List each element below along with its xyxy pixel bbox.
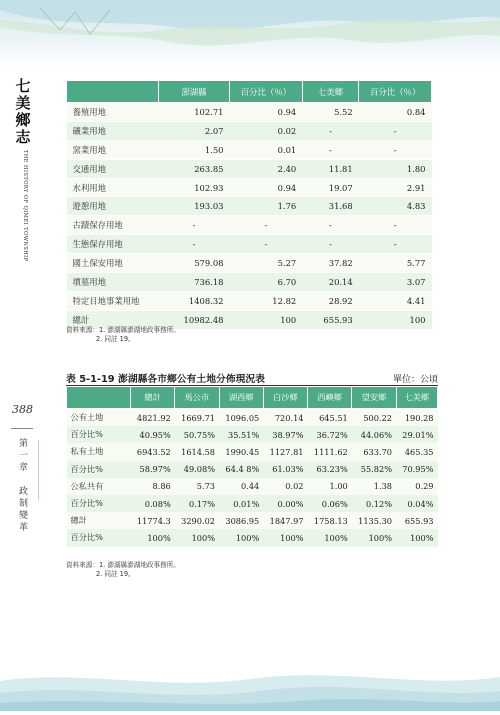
logo-char-3: 鄉 [15, 111, 31, 129]
table-cell: 100 [359, 310, 432, 329]
table-cell: 100% [352, 529, 396, 546]
row-label-cell: 百分比% [67, 529, 131, 546]
source-line: 2. 同註 19。 [96, 570, 135, 578]
table-cell: 1.38 [352, 478, 396, 495]
table-cell: 5.27 [230, 254, 303, 273]
row-label-cell: 國土保安用地 [67, 254, 159, 273]
table-header-cell: 西嶼鄉 [308, 387, 352, 409]
table-cell: 720.14 [263, 409, 307, 427]
source-note-1 [66, 326, 180, 344]
table-cell: 2.40 [230, 159, 303, 178]
table-cell: 100% [263, 529, 307, 546]
row-label-cell: 交通用地 [67, 159, 159, 178]
logo-char-2: 美 [15, 94, 31, 112]
bottom-watercolor-waves [0, 651, 500, 711]
table-cell: 1614.58 [175, 443, 219, 460]
table-cell: 0.00% [263, 495, 307, 512]
table-cell: 1669.71 [175, 409, 219, 427]
table-cell: 20.14 [302, 273, 358, 292]
table-cell: 102.71 [159, 103, 230, 122]
table-cell: - [359, 216, 432, 235]
table-cell: 64.4 8% [219, 461, 263, 478]
top-watercolor-banner [0, 0, 500, 70]
table-cell: 12.82 [230, 291, 303, 310]
table-cell: 44.06% [352, 426, 396, 443]
row-label-cell: 百分比% [67, 461, 131, 478]
table-cell: 36.72% [308, 426, 352, 443]
table-row [67, 254, 432, 273]
table-row [67, 495, 438, 512]
table-cell: 0.02 [263, 478, 307, 495]
table-cell: 8.86 [131, 478, 175, 495]
table-cell: 1135.30 [352, 512, 396, 529]
table-cell: - [159, 216, 230, 235]
table-cell: 0.17% [175, 495, 219, 512]
table-cell: 4.41 [359, 291, 432, 310]
table-title: 表 5-1-19 澎湖縣各市鄉公有土地分佈現況表 [66, 374, 265, 385]
table-header-cell [67, 81, 159, 103]
table-cell: 579.08 [159, 254, 230, 273]
table-cell: 11774.3 [131, 512, 175, 529]
table-header-cell: 七美鄉 [302, 81, 358, 103]
row-label-cell: 窯業用地 [67, 140, 159, 159]
public-land-table [66, 386, 438, 547]
row-label-cell: 養殖用地 [67, 103, 159, 122]
table-cell: 3.07 [359, 273, 432, 292]
table-cell: 5.77 [359, 254, 432, 273]
row-label-cell: 百分比% [67, 495, 131, 512]
table-header-cell [67, 387, 131, 409]
table-cell: 1127.81 [263, 443, 307, 460]
table-cell: 1111.62 [308, 443, 352, 460]
land-use-table-body [67, 103, 432, 330]
table-header-cell: 百分比（％） [230, 81, 303, 103]
table-cell: 0.94 [230, 178, 303, 197]
table-cell: 465.35 [396, 443, 438, 460]
table-cell: 102.93 [159, 178, 230, 197]
table-row [67, 121, 432, 140]
table-cell: 19.07 [302, 178, 358, 197]
table-cell: 58.97% [131, 461, 175, 478]
table-cell: 1.00 [308, 478, 352, 495]
table-cell: 1847.97 [263, 512, 307, 529]
table-cell: - [230, 235, 303, 254]
table-cell: - [359, 235, 432, 254]
land-use-table [66, 80, 432, 330]
table-cell: 263.85 [159, 159, 230, 178]
table-cell: 500.22 [352, 409, 396, 427]
page-number: 388 [12, 403, 33, 416]
table-row [67, 216, 432, 235]
public-land-table-body [67, 409, 438, 547]
table-cell: 0.01 [230, 140, 303, 159]
table-row [67, 512, 438, 529]
table-row [67, 273, 432, 292]
table-cell: 6.70 [230, 273, 303, 292]
table-cell: 3086.95 [219, 512, 263, 529]
table-cell: 5.73 [175, 478, 219, 495]
table-cell: 1.50 [159, 140, 230, 159]
table-header-cell: 白沙鄉 [263, 387, 307, 409]
table-cell: 736.18 [159, 273, 230, 292]
table-row [67, 103, 432, 122]
table-cell: 55.82% [352, 461, 396, 478]
table-cell: 0.08% [131, 495, 175, 512]
row-label-cell: 私有土地 [67, 443, 131, 460]
table-row [67, 178, 432, 197]
logo-char-4: 志 [15, 128, 31, 146]
table-cell: 0.01% [219, 495, 263, 512]
table-cell: 11.81 [302, 159, 358, 178]
table-cell: 4.83 [359, 197, 432, 216]
row-label-cell: 總計 [67, 310, 159, 329]
table-cell: 61.03% [263, 461, 307, 478]
table-cell: 100% [219, 529, 263, 546]
table-cell: 35.51% [219, 426, 263, 443]
table-header-row [67, 387, 438, 409]
table-cell: 190.28 [396, 409, 438, 427]
row-label-cell: 百分比% [67, 426, 131, 443]
table-cell: 0.12% [352, 495, 396, 512]
table-cell: 100% [175, 529, 219, 546]
table-cell: - [359, 140, 432, 159]
table-cell: - [302, 235, 358, 254]
table-cell: 1.76 [230, 197, 303, 216]
chapter-divider [11, 428, 33, 429]
table-cell: 1408.32 [159, 291, 230, 310]
table-cell: 2.91 [359, 178, 432, 197]
table-cell: 0.04% [396, 495, 438, 512]
source-note-2 [66, 561, 180, 579]
table-cell: - [302, 140, 358, 159]
row-label-cell: 礦業用地 [67, 121, 159, 140]
table-cell: 0.06% [308, 495, 352, 512]
table-cell: - [302, 121, 358, 140]
table-cell: 38.97% [263, 426, 307, 443]
table-header-cell: 總計 [131, 387, 175, 409]
table-cell: 193.03 [159, 197, 230, 216]
table-cell: 37.82 [302, 254, 358, 273]
table-header-row [67, 81, 432, 103]
table-cell: 0.44 [219, 478, 263, 495]
table-cell: 0.29 [396, 478, 438, 495]
row-label-cell: 公有土地 [67, 409, 131, 427]
source-line: 資料來源：1. 澎湖縣澎湖地政事務所。 [66, 326, 180, 334]
table-cell: 100 [230, 310, 303, 329]
table-row [67, 443, 438, 460]
table-cell: - [230, 216, 303, 235]
book-logo [14, 78, 48, 146]
table-cell: 29.01% [396, 426, 438, 443]
table-cell: 3290.02 [175, 512, 219, 529]
table-cell: 31.68 [302, 197, 358, 216]
table-cell: 633.70 [352, 443, 396, 460]
logo-char-1: 七 [15, 77, 31, 95]
table-cell: 100% [131, 529, 175, 546]
table-cell: 0.02 [230, 121, 303, 140]
chapter-label: 第一章 政制變革 [17, 438, 27, 534]
table-cell: - [302, 216, 358, 235]
row-label-cell: 水利用地 [67, 178, 159, 197]
row-label-cell: 遊憩用地 [67, 197, 159, 216]
table-row [67, 291, 432, 310]
source-line: 資料來源：1. 澎湖縣澎湖地政事務所。 [66, 561, 180, 569]
table-cell: 70.95% [396, 461, 438, 478]
row-label-cell: 公私共有 [67, 478, 131, 495]
table-cell: 100% [308, 529, 352, 546]
row-label-cell: 墳墓用地 [67, 273, 159, 292]
table-cell: 4821.92 [131, 409, 175, 427]
table-cell: 1.80 [359, 159, 432, 178]
chapter-side-rule [38, 440, 39, 500]
table-header-cell: 七美鄉 [396, 387, 438, 409]
table-header-cell: 百分比（％） [359, 81, 432, 103]
table-cell: 645.51 [308, 409, 352, 427]
row-label-cell: 生態保存用地 [67, 235, 159, 254]
table-cell: 28.92 [302, 291, 358, 310]
table-row [67, 478, 438, 495]
table-row [67, 140, 432, 159]
table-cell: 50.75% [175, 426, 219, 443]
table-row [67, 461, 438, 478]
table-row [67, 426, 438, 443]
table-header-cell: 澎湖縣 [159, 81, 230, 103]
table-cell: 2.07 [159, 121, 230, 140]
row-label-cell: 總計 [67, 512, 131, 529]
table-cell: 49.08% [175, 461, 219, 478]
english-book-title: THE HISTORY OF QIMEI TOWNSHIP [22, 150, 28, 262]
table-header-cell: 馬公市 [175, 387, 219, 409]
table-row [67, 409, 438, 427]
table-row [67, 197, 432, 216]
table-cell: 655.93 [396, 512, 438, 529]
table-cell: 63.23% [308, 461, 352, 478]
table-row [67, 235, 432, 254]
table-cell: 40.95% [131, 426, 175, 443]
table-cell: 1096.05 [219, 409, 263, 427]
table-row [67, 159, 432, 178]
table-cell: 5.52 [302, 103, 358, 122]
table-cell: 6943.52 [131, 443, 175, 460]
table-cell: 10982.48 [159, 310, 230, 329]
source-line: 2. 同註 19。 [96, 335, 135, 343]
table-row [67, 529, 438, 546]
table-header-cell: 望安鄉 [352, 387, 396, 409]
table-cell: 100% [396, 529, 438, 546]
table-cell: 1990.45 [219, 443, 263, 460]
row-label-cell: 古蹟保存用地 [67, 216, 159, 235]
table-cell: 1758.13 [308, 512, 352, 529]
table-unit: 單位：公頃 [392, 375, 438, 385]
table-cell: 0.84 [359, 103, 432, 122]
table-cell: - [359, 121, 432, 140]
table-cell: 655.93 [302, 310, 358, 329]
table-cell: 0.94 [230, 103, 303, 122]
table-header-cell: 湖西鄉 [219, 387, 263, 409]
row-label-cell: 特定目地事業用地 [67, 291, 159, 310]
table-cell: - [159, 235, 230, 254]
